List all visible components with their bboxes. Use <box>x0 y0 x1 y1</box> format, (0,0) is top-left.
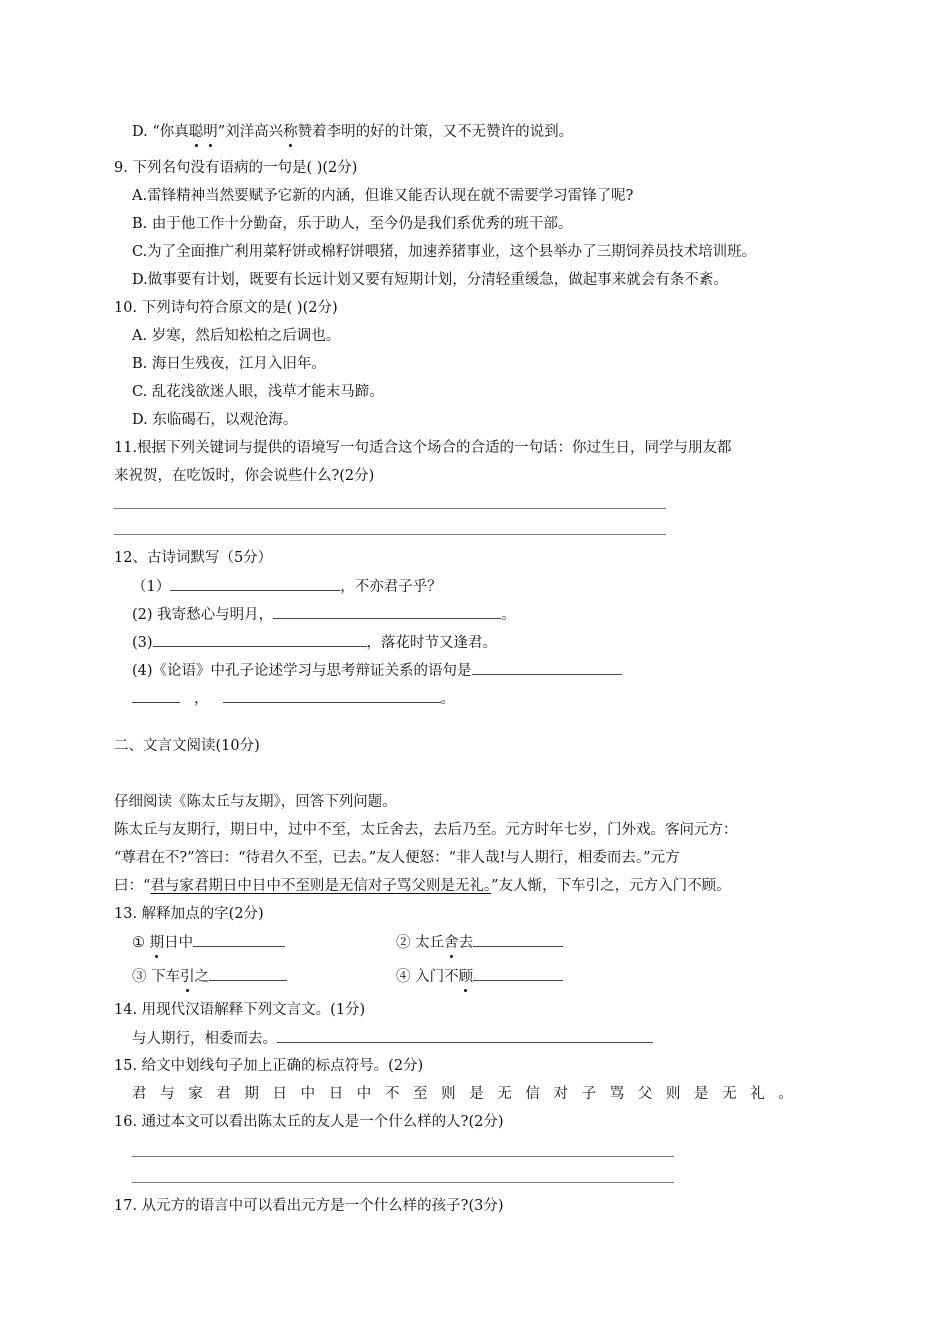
fill-blank[interactable] <box>170 576 340 591</box>
q12-stem: 12、古诗词默写（5分） <box>114 550 273 566</box>
dotted-char: 舍 <box>444 935 459 951</box>
section-title: 二、文言文阅读(10分) <box>114 738 260 754</box>
q9-option-c: C.为了全面推广利用菜籽饼或棉籽饼喂猪，加速养猪事业，这个县举办了三期饲养员技术培训班。 <box>132 244 757 260</box>
underlined-sentence: 君与家君期日中日中不至则是无信对子骂父则是无礼。 <box>150 878 492 894</box>
q10-option-d: D. 东临碣石，以观沧海。 <box>132 412 298 428</box>
answer-line[interactable] <box>132 1182 674 1183</box>
q12-line2: (2) 我寄愁心与明月， 。 <box>132 604 516 625</box>
q12-line3: (3) ，落花时节又逢君。 <box>132 632 497 653</box>
fill-blank[interactable] <box>223 688 441 703</box>
dotted-char: 明 <box>203 124 218 140</box>
fill-blank[interactable] <box>472 660 622 675</box>
q12-line4: (4)《论语》中孔子论述学习与思考辩证关系的语句是 <box>132 660 622 681</box>
q13-stem: 13. 解释加点的字(2分) <box>114 906 264 922</box>
q12-line5: ， 。 <box>132 688 455 709</box>
answer-line[interactable] <box>114 508 666 509</box>
dotted-char: 顾 <box>458 969 474 985</box>
q14-text: 与人期行，相委而去。 <box>132 1028 653 1049</box>
dotted-char: 聪 <box>188 124 204 140</box>
answer-line[interactable] <box>132 1156 674 1157</box>
passage-line2: “尊君在不?”答曰：“待君久不至，已去。”友人便怒：“非人哉!与人期行，相委而去。”元方 <box>114 850 680 866</box>
q15-stem: 15. 给文中划线句子加上正确的标点符号。(2分) <box>114 1058 424 1074</box>
q17-stem: 17. 从元方的语言中可以看出元方是一个什么样的孩子?(3分) <box>114 1198 504 1214</box>
q11-stem-line1: 11.根据下列关键词与提供的语境写一句适合这个场合的合适的一句话：你过生日，同学与朋友都 <box>114 440 732 456</box>
fill-blank[interactable] <box>277 1028 653 1043</box>
fill-blank[interactable] <box>273 604 501 619</box>
fill-blank[interactable] <box>193 932 285 947</box>
dotted-char: 引 <box>180 969 195 985</box>
fill-blank[interactable] <box>209 966 287 981</box>
q15-sentence: 君与家君期日中日中不至则是无信对子骂父则是无礼。 <box>132 1086 807 1102</box>
fill-blank[interactable] <box>132 688 180 703</box>
q13-item-4: ④ 入门不顾 <box>396 966 563 987</box>
q10-option-b: B. 海日生残夜，江月入旧年。 <box>132 356 326 372</box>
q9-option-d: D.做事要有计划，既要有长远计划又要有短期计划，分清轻重缓急，做起事来就会有条不紊。 <box>132 272 728 288</box>
passage-line3: 曰：“君与家君期日中日中不至则是无信对子骂父则是无礼。”友人惭，下车引之，元方入门不顾。 <box>114 878 731 894</box>
reading-intro: 仔细阅读《陈太丘与友期》，回答下列问题。 <box>114 794 397 810</box>
q14-stem: 14. 用现代汉语解释下列文言文。(1分) <box>114 1002 366 1018</box>
q13-item-2: ② 太丘舍去 <box>396 932 563 953</box>
q13-item-3: ③ 下车引之 <box>132 966 287 987</box>
q9-option-a: A.雷锋精神当然要赋予它新的内涵，但谁又能否认现在就不需要学习雷锋了呢? <box>132 188 634 204</box>
q10-stem: 10. 下列诗句符合原文的是( )(2分) <box>114 300 338 316</box>
q10-option-c: C. 乱花浅欲迷人眼，浅草才能末马蹄。 <box>132 384 384 400</box>
q8-option-d: D. “你真聪明”刘洋高兴称赞着李明的好的计策，又不无赞许的说到。 <box>132 124 574 140</box>
dotted-char: 期 <box>149 935 165 951</box>
answer-line[interactable] <box>114 534 666 535</box>
q9-option-b: B. 由于他工作十分勤奋，乐于助人，至今仍是我们系优秀的班干部。 <box>132 216 573 232</box>
fill-blank[interactable] <box>473 932 563 947</box>
q9-stem: 9. 下列名句没有语病的一句是( )(2分) <box>114 160 358 176</box>
dotted-char: 称 <box>283 124 298 140</box>
q10-option-a: A. 岁寒，然后知松柏之后调也。 <box>132 328 341 344</box>
passage-line1: 陈太丘与友期行，期日中，过中不至，太丘舍去，去后乃至。元方时年七岁，门外戏。客问元方： <box>114 822 738 838</box>
q11-stem-line2: 来祝贺，在吃饭时，你会说些什么?(2分) <box>114 468 375 484</box>
q12-line1: （1） ，不亦君子乎？ <box>132 576 442 597</box>
fill-blank[interactable] <box>153 632 367 647</box>
fill-blank[interactable] <box>473 966 563 981</box>
q13-item-1: ① 期日中 <box>132 932 285 953</box>
q16-stem: 16. 通过本文可以看出陈太丘的友人是一个什么样的人?(2分) <box>114 1114 504 1130</box>
